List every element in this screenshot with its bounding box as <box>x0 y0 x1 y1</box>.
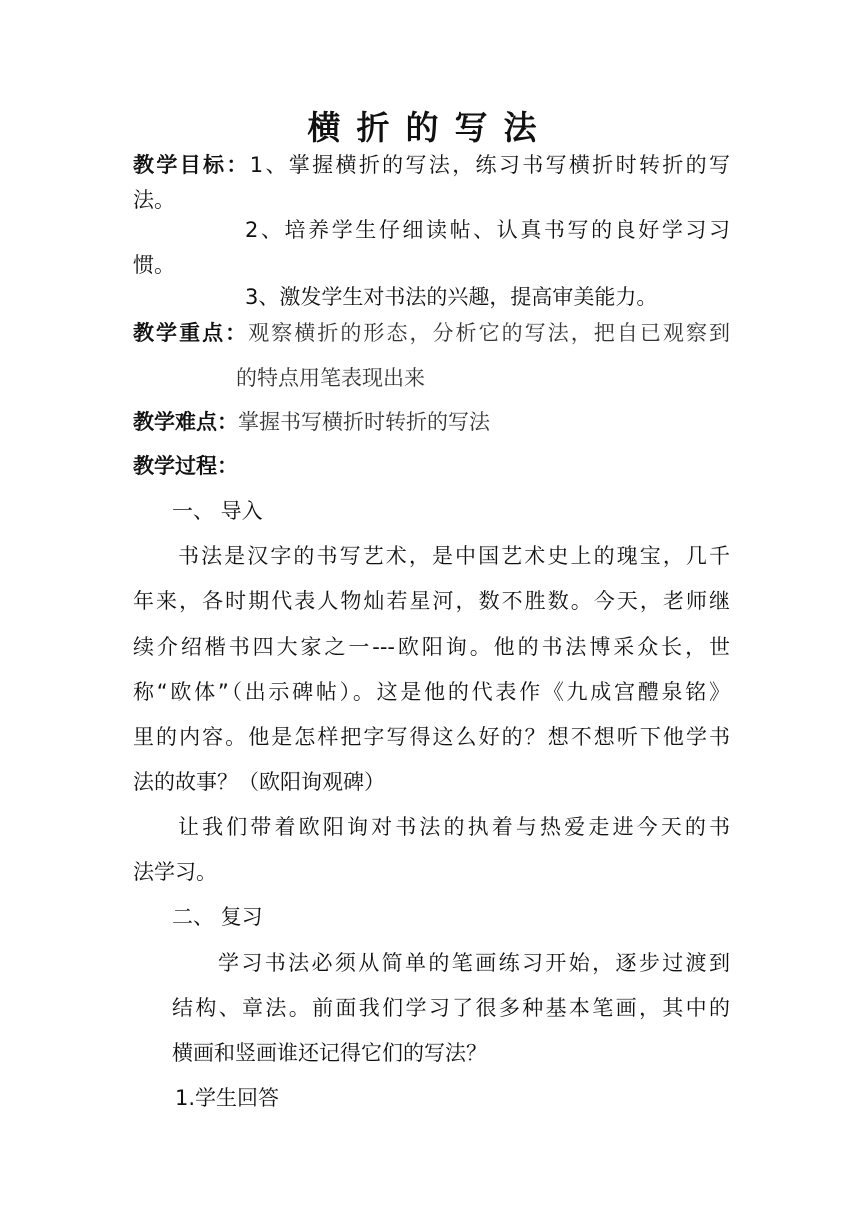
p1-line-2: 年来，各时期代表人物灿若星河，数不胜数。今天，老师继 <box>133 589 730 613</box>
goal-2-text: 2、培养学生仔细读帖、认真书写的良好学习习 <box>245 218 730 242</box>
key-points-line-1 <box>133 318 730 348</box>
p3-line-3: 横画和竖画谁还记得它们的写法？ <box>172 1041 487 1065</box>
p1-line-5: 里的内容。他是怎样把字写得这么好的？想不想听下他学书 <box>133 725 730 749</box>
list-item-1: 1.学生回答 <box>175 1086 280 1110</box>
key-points-cont: 的特点用笔表现出来 <box>236 366 425 390</box>
goals-label: 教学目标： <box>133 153 250 177</box>
p1-line-4: 称“欧体”（出示碑帖）。这是他的代表作《九成宫醴泉铭》 <box>133 680 730 704</box>
p1-line-6: 法的故事？（欧阳询观碑） <box>133 770 385 794</box>
p1-line-3: 续介绍楷书四大家之一---欧阳询。他的书法博采众长，世 <box>133 635 730 659</box>
goal-1-cont: 法。 <box>133 188 175 212</box>
difficulty-label: 教学难点： <box>133 410 238 434</box>
difficulty-text: 掌握书写横折时转折的写法 <box>238 410 490 434</box>
goal-3-text: 3、激发学生对书法的兴趣，提高审美能力。 <box>245 285 658 309</box>
p3-line-2: 结构、章法。前面我们学习了很多种基本笔画，其中的 <box>172 996 730 1020</box>
process-label: 教学过程： <box>133 454 238 478</box>
goal-2-cont: 惯。 <box>133 253 175 277</box>
p1-line-1: 书法是汉字的书写艺术，是中国艺术史上的瑰宝，几千 <box>178 544 730 568</box>
difficulty-line <box>133 407 490 437</box>
section-2-heading: 二、 复习 <box>172 905 263 929</box>
p2-line-2: 法学习。 <box>133 860 217 884</box>
key-points-text: 观察横折的形态，分析它的写法，把自已观察到 <box>248 321 731 345</box>
section-1-heading: 一、 导入 <box>172 499 263 523</box>
key-points-label: 教学重点： <box>133 321 249 345</box>
goal-1-text: 1、掌握横折的写法，练习书写横折时转折的写 <box>249 153 731 177</box>
page-title: 横折的写法 <box>307 108 553 147</box>
goals-line-1 <box>133 150 730 180</box>
p2-line-1: 让我们带着欧阳询对书法的执着与热爱走进今天的书 <box>178 815 730 839</box>
p3-line-1: 学习书法必须从简单的笔画练习开始，逐步过渡到 <box>218 951 730 975</box>
